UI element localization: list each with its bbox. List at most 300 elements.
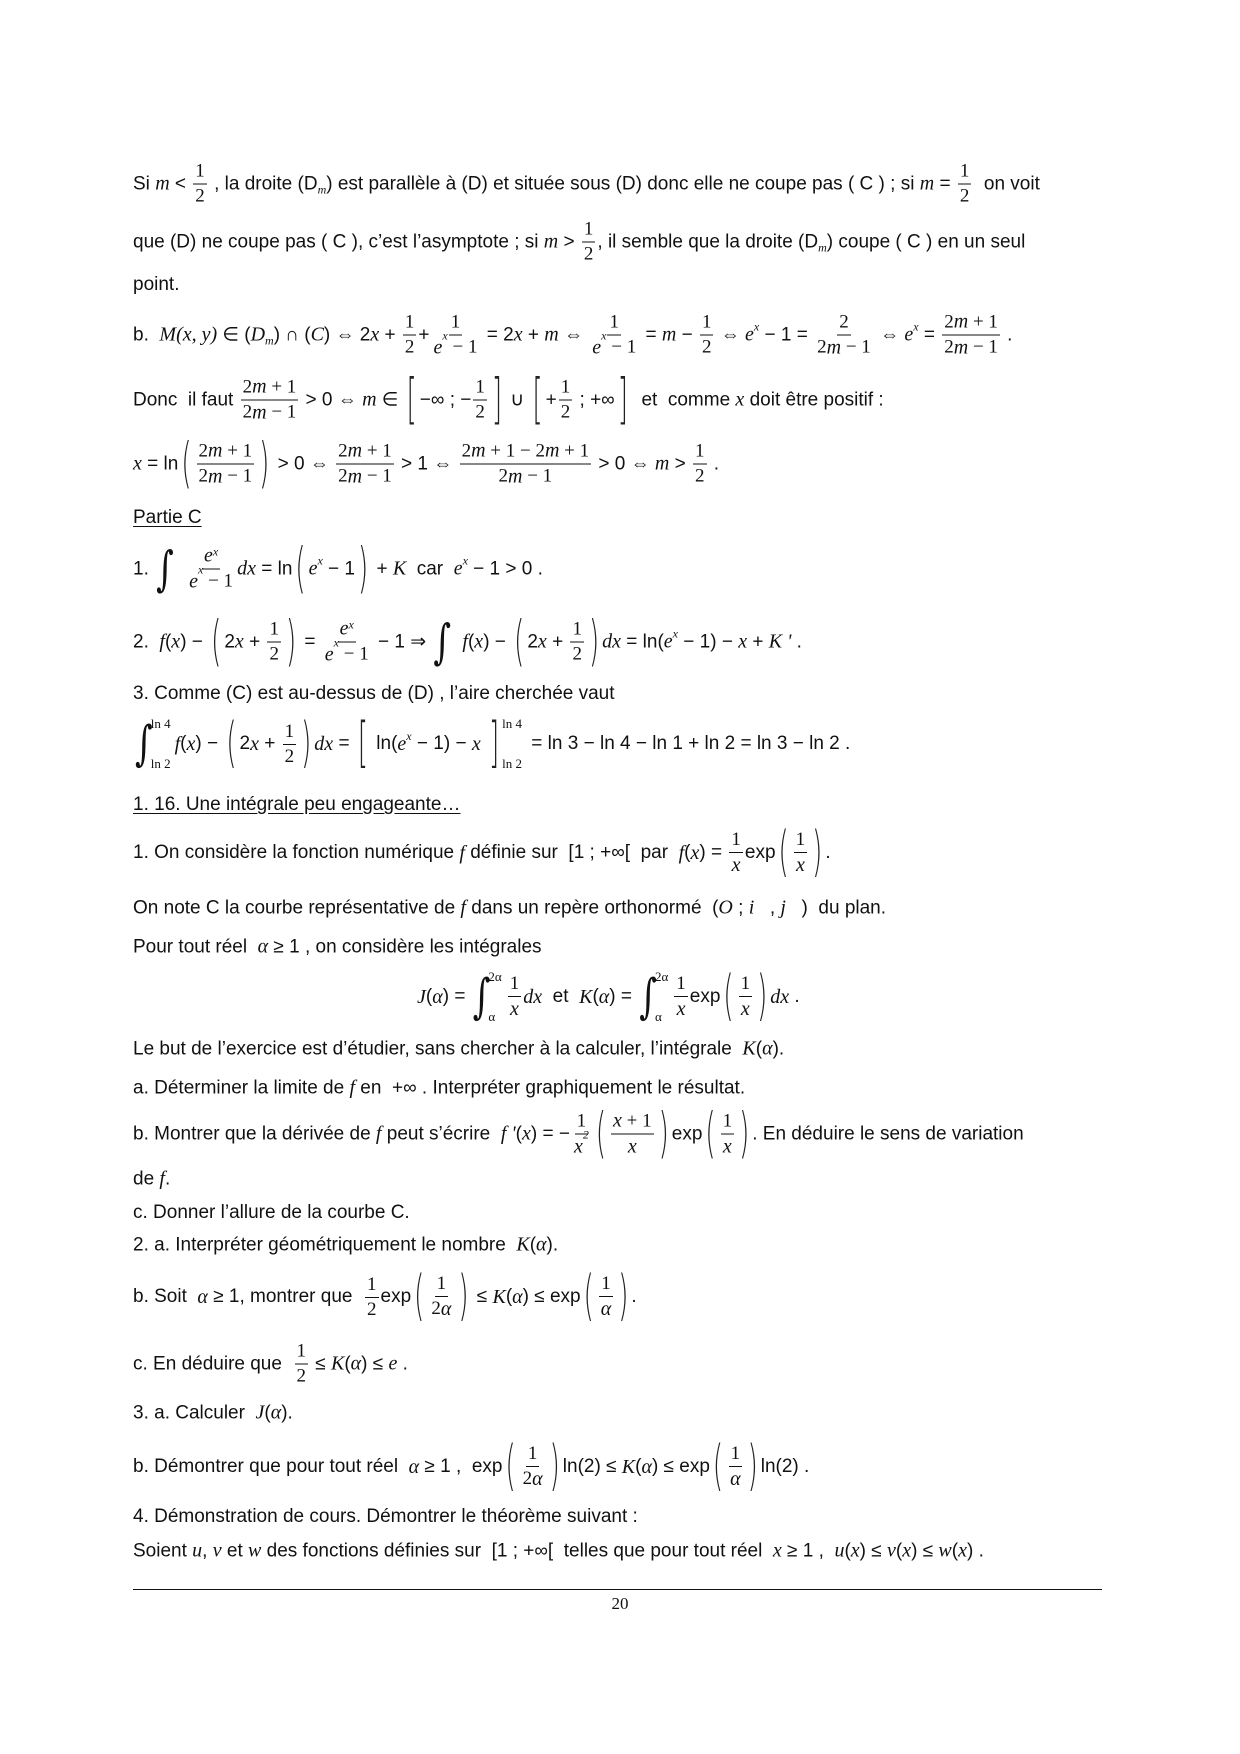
text-run: et (542, 986, 580, 1007)
denominator (508, 997, 521, 1021)
text-run: ( (755, 1038, 763, 1059)
text-run: 1 (509, 973, 520, 994)
text-run: 1 (475, 376, 485, 398)
text-run: 2 (475, 401, 485, 423)
text-run: en +∞ . Interpréter graphiquement le résultat. (355, 1077, 746, 1098)
fraction (197, 440, 255, 489)
right-delimiter: ) (358, 537, 369, 601)
math-variable: m (661, 323, 677, 346)
numerator (283, 721, 297, 745)
numerator (729, 1443, 743, 1467)
math-variable: f (678, 841, 685, 864)
text-run: 1 (367, 1273, 377, 1295)
right-delimiter: ) (757, 965, 768, 1029)
math-variable: K (621, 1455, 636, 1478)
math-variable: e (203, 544, 213, 567)
math-variable: m (208, 439, 223, 462)
text-run: 2 (239, 733, 251, 754)
text-run: 2 (583, 243, 594, 265)
text-run: − 1 (222, 465, 253, 487)
left-delimiter: ( (583, 1265, 594, 1329)
text-line (133, 610, 802, 674)
denominator (473, 401, 487, 424)
math-variable: v (886, 1539, 896, 1562)
math-variable: M(x, y) (159, 323, 218, 346)
text-run: dans un repère orthonormé ( (465, 897, 719, 918)
text-run: + 1 (222, 440, 253, 462)
math-variable: m (953, 310, 969, 333)
text-run: ) ≤ exp (651, 1456, 710, 1477)
text-run: 1 (195, 160, 205, 182)
math-variable: dx (523, 985, 543, 1008)
bracketed-group (411, 1265, 471, 1329)
bracketed-group (720, 965, 770, 1029)
math-variable: m (919, 172, 935, 195)
math-variable: α (598, 985, 610, 1008)
bracketed-group (208, 610, 299, 674)
denominator (794, 853, 807, 877)
math-variable: f (375, 1122, 382, 1145)
denominator (336, 465, 394, 489)
numerator (267, 619, 281, 643)
right-delimiter: ] (617, 368, 628, 432)
text-run: 2 (284, 745, 295, 767)
text-run: 2. a. Interpréter géométriquement le nombre (133, 1234, 517, 1255)
text-run: 1 (959, 160, 970, 182)
text-run: + 1 (266, 376, 297, 398)
text-run: on voit (973, 173, 1040, 194)
right-delimiter: ] (491, 368, 503, 432)
math-variable: e (388, 1352, 398, 1375)
text-run: ) ≤ exp (522, 1286, 581, 1307)
math-variable: x (740, 998, 750, 1020)
bracketed-group (223, 712, 314, 776)
math-variable: e (745, 323, 754, 346)
text-run (481, 733, 486, 755)
integral-sign-icon: ∫ (433, 614, 452, 670)
right-delimiter: ) (812, 821, 823, 885)
denominator (323, 635, 371, 667)
left-delimiter: ( (414, 1265, 425, 1329)
text-line (133, 219, 1025, 266)
denominator (815, 335, 873, 359)
text-run: − 1 (338, 643, 369, 665)
denominator (267, 643, 281, 666)
math-variable: x (521, 1122, 531, 1145)
text-run: + 1 − 2 (485, 440, 545, 462)
numerator (193, 161, 207, 185)
left-delimiter: ( (226, 712, 237, 776)
denominator (241, 401, 299, 425)
text-run: ( (180, 733, 187, 754)
text-run: > 0 ⇔ (300, 389, 363, 410)
text-run: = (918, 324, 941, 345)
fraction (283, 721, 297, 768)
denominator (599, 1297, 614, 1321)
text-run: = (333, 733, 355, 754)
text-run: = ln 3 − ln 4 − ln 1 + ln 2 = ln 3 − ln 2 . (526, 733, 851, 754)
math-variable: e (592, 336, 602, 358)
fraction (241, 376, 299, 425)
denominator (942, 336, 1000, 360)
text-line (133, 311, 1012, 360)
right-delimiter: ) (588, 610, 600, 674)
math-variable: j⃗ (780, 896, 802, 919)
fraction (295, 1341, 309, 1388)
text-run: 2 (839, 311, 849, 332)
math-variable: m (826, 336, 842, 358)
fraction (460, 440, 592, 489)
integral-sign-icon: ∫ (135, 716, 153, 772)
math-variable: i⃗ (748, 896, 770, 919)
numerator (794, 829, 808, 853)
numerator (295, 1341, 309, 1365)
text-run: ) . (966, 1540, 984, 1561)
text-run: ln(2) ≤ (562, 1456, 622, 1477)
text-run: − (676, 324, 698, 345)
text-run: − 1 (266, 401, 297, 423)
math-variable: x (690, 841, 700, 864)
text-run: 2 (338, 465, 348, 487)
text-run: = ln( (621, 631, 664, 652)
math-variable: m (953, 336, 969, 359)
text-run: = (934, 173, 956, 194)
text-run: , (769, 897, 781, 918)
bracketed-group (502, 1435, 562, 1499)
numerator (570, 619, 584, 643)
text-run: ≤ (471, 1286, 493, 1307)
denominator (187, 562, 235, 594)
text-line (133, 1341, 408, 1388)
text-line (133, 1102, 1024, 1166)
left-delimiter: ( (712, 1435, 724, 1499)
math-variable: w (938, 1539, 952, 1562)
right-delimiter: ) (739, 1102, 750, 1166)
upper-limit: ln 4 (150, 716, 171, 731)
fraction (739, 973, 753, 1021)
math-variable: x (471, 732, 481, 755)
text-line (133, 274, 179, 296)
text-run: ⇔ (715, 324, 746, 345)
right-delimiter: ) (259, 432, 270, 496)
text-run: 2 (572, 643, 582, 665)
text-run: ≥ 1 , (781, 1540, 835, 1561)
text-run: 2 (224, 631, 235, 652)
math-variable: α (197, 1285, 208, 1308)
text-run: ( (515, 1123, 522, 1144)
math-variable: w (248, 1539, 262, 1562)
text-run: a. Déterminer la limite de (133, 1077, 350, 1098)
math-variable: α (641, 1455, 652, 1478)
math-variable: α (532, 1468, 543, 1490)
text-run: ( (635, 1456, 642, 1477)
text-run: Donc il faut (133, 389, 239, 410)
denominator (730, 853, 743, 877)
text-run: 1 (284, 720, 295, 742)
right-delimiter: ) (549, 1435, 560, 1499)
denominator (739, 997, 752, 1021)
math-variable: x (731, 854, 741, 876)
math-variable: m (347, 439, 363, 462)
numerator (700, 312, 714, 336)
fraction (365, 1274, 379, 1321)
denominator (675, 997, 688, 1021)
denominator (572, 1127, 591, 1158)
math-variable: x (735, 388, 745, 411)
math-variable: f (159, 630, 165, 653)
right-delimiter: ) (747, 1435, 758, 1499)
text-run: − 1 (606, 336, 637, 357)
text-run: = (299, 631, 321, 652)
text-run: 2 (527, 631, 538, 652)
text-run: − 1 (447, 336, 478, 357)
denominator (432, 328, 480, 359)
numerator (674, 973, 688, 997)
numerator (197, 440, 255, 465)
bracketed-group (581, 1265, 632, 1329)
text-run: + 1 (362, 440, 392, 462)
text-run: 2 (198, 440, 208, 462)
text-run: + (747, 631, 769, 652)
integral-limits (488, 969, 501, 1025)
text-run: 1 (572, 618, 582, 640)
left-delimiter: ( (723, 965, 734, 1029)
superscript: x (913, 319, 919, 334)
math-variable: x (537, 630, 547, 653)
text-run: ( (895, 1540, 903, 1561)
text-run: . (397, 1353, 408, 1374)
denominator (193, 185, 207, 208)
math-variable: K (331, 1352, 345, 1375)
math-variable: m (208, 465, 223, 488)
fraction (942, 311, 1000, 360)
text-run: ) du plan. (801, 897, 887, 918)
text-run: 2 (701, 336, 712, 358)
text-run: ≥ 1 , on considère les intégrales (268, 936, 542, 957)
denominator (958, 185, 972, 208)
integral-sign-icon: ∫ (472, 969, 491, 1025)
math-variable: e (433, 336, 443, 358)
text-run: + (546, 631, 569, 652)
text-run: 2 (522, 1468, 533, 1489)
fraction (958, 161, 972, 208)
text-run: , la droite (D (208, 173, 318, 194)
text-run: − 1 (841, 336, 871, 357)
math-variable: K (742, 1037, 756, 1060)
fraction (590, 311, 638, 359)
text-run: 2 (944, 336, 954, 358)
text-run: ( (425, 986, 433, 1007)
bracketed-group (355, 712, 502, 776)
text-run: + (243, 631, 266, 652)
fraction (267, 619, 281, 666)
math-variable: x (370, 323, 380, 346)
superscript: x (348, 617, 354, 632)
numerator (582, 219, 596, 243)
math-variable: dx (237, 557, 256, 580)
text-run: exp (380, 1286, 412, 1307)
text-run: 1 (695, 440, 705, 462)
text-run: 2. (133, 631, 160, 652)
math-variable: x (513, 323, 523, 346)
text-run: ) = (609, 986, 638, 1007)
text-run: + 1 (559, 440, 590, 462)
text-run (180, 558, 185, 580)
denominator (497, 465, 555, 489)
bracketed-group (404, 368, 505, 432)
text-run: > (669, 453, 692, 474)
math-variable: m (252, 401, 267, 424)
math-variable: e (339, 617, 349, 640)
bracketed-group (710, 1435, 761, 1499)
text-run: 1 (731, 829, 741, 850)
left-delimiter: ( (505, 1435, 516, 1499)
text-run: ≥ 1 , exp (419, 1456, 503, 1477)
text-run: < (169, 173, 192, 194)
left-delimiter: [ (532, 368, 543, 432)
text-run: ) ⇔ 2 (323, 324, 371, 345)
text-run: 1 (296, 1340, 306, 1362)
math-variable: f (459, 841, 465, 864)
math-variable: e (189, 570, 199, 593)
text-run: . (791, 631, 802, 652)
text-run: 2 (944, 311, 954, 333)
math-variable: J (255, 1401, 265, 1424)
math-variable: C (310, 323, 324, 346)
math-variable: K (492, 1285, 506, 1308)
math-variable: dx (602, 630, 621, 653)
math-variable: x (772, 1539, 782, 1562)
text-run: ( (164, 631, 172, 652)
text-run: ) ≤ (361, 1353, 389, 1374)
math-variable: u (834, 1539, 845, 1562)
math-variable: K (579, 985, 593, 1008)
superscript: x (212, 544, 219, 559)
denominator (283, 745, 297, 768)
math-variable: m (252, 375, 267, 398)
text-run: Pour tout réel (133, 936, 258, 957)
text-run: On note C la courbe représentative de (133, 897, 461, 918)
fraction (429, 1273, 453, 1321)
left-delimiter: ( (595, 1102, 606, 1166)
numerator (202, 545, 220, 570)
bracket-limits (502, 716, 522, 772)
superscript: x (753, 319, 760, 334)
text-run: . (631, 1286, 637, 1307)
math-variable: α (432, 985, 443, 1008)
superscript: x (672, 626, 678, 641)
bracketed-group (702, 1102, 752, 1166)
text-run: + (545, 389, 557, 410)
math-variable: x (738, 630, 748, 653)
math-variable: e (308, 557, 318, 580)
bracketed-group (178, 432, 272, 496)
lower-limit: α (654, 1009, 662, 1024)
superscript: 2 (582, 1127, 589, 1141)
math-variable: m (508, 465, 523, 488)
integral-limits (655, 969, 668, 1025)
text-run: b. Soit (133, 1286, 198, 1307)
numerator (599, 1273, 613, 1297)
text-line (133, 432, 720, 496)
text-run: = ln (255, 558, 293, 579)
text-run: − 1 = (759, 324, 814, 345)
text-line (133, 1265, 637, 1329)
text-run: 2 (461, 440, 472, 462)
text-run: que (D) ne coupe pas ( C ), c’est l’asymptote ; si (133, 231, 544, 252)
math-variable: f (462, 630, 468, 653)
math-variable: α (536, 1233, 547, 1256)
numerator (559, 377, 573, 401)
text-run: ∪ (505, 389, 530, 411)
text-line (133, 507, 202, 529)
text-run: , (202, 1540, 213, 1561)
text-run: + (418, 324, 430, 345)
fraction (559, 377, 573, 424)
text-line (133, 537, 543, 601)
text-run: ; +∞ (574, 389, 615, 410)
text-line (133, 1168, 170, 1191)
math-variable: x (186, 732, 196, 755)
right-delimiter: ] (489, 712, 500, 776)
math-variable: e (397, 732, 407, 755)
text-run: de (133, 1168, 160, 1189)
left-delimiter: ( (514, 610, 525, 674)
text-run: 1 (404, 311, 415, 333)
text-line (133, 821, 831, 885)
numerator (508, 973, 522, 997)
text-run: = (640, 324, 662, 345)
text-run: 1 (730, 1443, 741, 1464)
text-run: 2 (198, 465, 208, 487)
subscript: m (317, 182, 327, 197)
math-variable: x (795, 854, 805, 876)
fraction (473, 377, 487, 424)
text-run: c. Donner l’allure de la courbe C. (133, 1202, 410, 1223)
page-number: 20 (611, 1594, 629, 1613)
text-run: 1 (795, 829, 806, 850)
fraction (432, 311, 480, 359)
text-run: , il semble que la droite (D (597, 231, 819, 252)
text-run: 2 (338, 440, 348, 462)
text-run: ) est parallèle à (D) et située sous (D) donc elle ne coupe pas ( C ) ; si (326, 173, 920, 194)
fraction (599, 1273, 614, 1321)
integral-sign-icon: ∫ (639, 969, 657, 1025)
text-run: et (221, 1540, 249, 1561)
math-variable: x (722, 1135, 732, 1157)
math-variable: dx (314, 732, 334, 755)
fraction (521, 1443, 545, 1491)
text-run: b. Démontrer que pour tout réel (133, 1456, 409, 1477)
upper-limit: 2α (654, 969, 669, 984)
text-run: ln(2) . (760, 1456, 810, 1477)
math-variable: f (159, 1167, 165, 1190)
math-variable: e (324, 643, 334, 666)
text-run: 2 (560, 401, 571, 423)
text-run: + (258, 733, 281, 754)
integral-limits (151, 716, 171, 772)
text-run: car (406, 558, 454, 579)
text-run: 1 (740, 973, 751, 994)
denominator (521, 1467, 545, 1491)
text-run: . (164, 1168, 171, 1189)
text-run: ( (529, 1234, 537, 1255)
math-variable: K (392, 557, 407, 580)
text-run: + 1 (621, 1110, 652, 1132)
text-run: ln( (371, 733, 398, 754)
math-variable: x (133, 452, 142, 475)
subscript: m (818, 240, 827, 255)
